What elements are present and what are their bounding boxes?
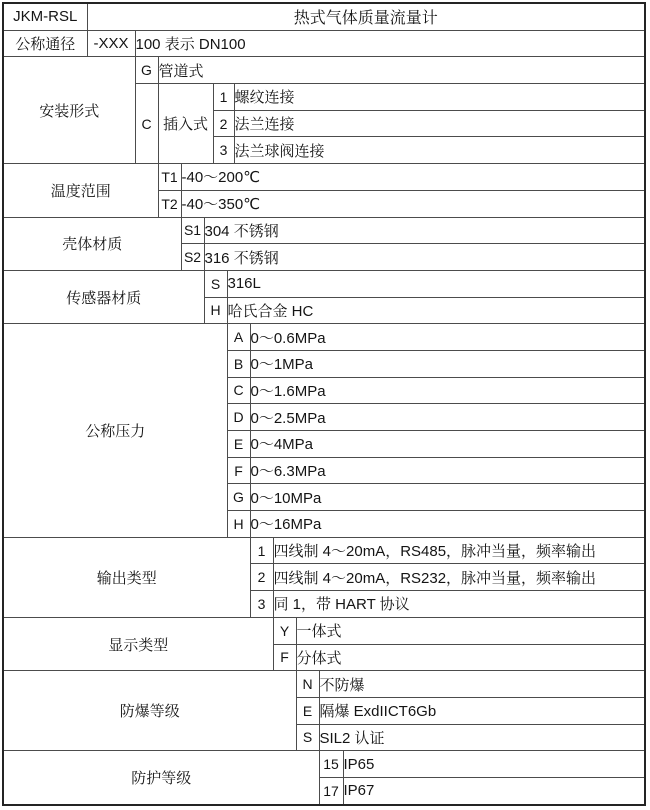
option-value: 插入式 (158, 84, 213, 164)
option-value: 法兰球阀连接 (234, 137, 645, 164)
option-value: 0～0.6MPa (250, 324, 645, 351)
option-code: 1 (250, 537, 273, 564)
table-row (3, 537, 645, 564)
table-row (3, 751, 645, 778)
diameter-code: -XXX (87, 30, 135, 57)
option-code: S (204, 270, 227, 297)
option-code: 3 (250, 591, 273, 618)
option-value: 四线制 4～20mA，RS232，脉冲当量，频率输出 (273, 564, 645, 591)
table-row (3, 617, 645, 644)
option-value: 同 1，带 HART 协议 (273, 591, 645, 618)
option-value: 哈氏合金 HC (227, 297, 645, 324)
option-value: 隔爆 ExdIICT6Gb (319, 697, 645, 724)
option-value: 分体式 (296, 644, 645, 671)
table-row (3, 270, 645, 297)
option-code: F (273, 644, 296, 671)
option-value: 0～10MPa (250, 484, 645, 511)
table-row (3, 3, 645, 30)
page-title: 热式气体质量流量计 (87, 3, 645, 30)
option-code: T1 (158, 164, 181, 191)
section-label-sensor: 传感器材质 (3, 270, 204, 323)
option-value: 0～6.3MPa (250, 457, 645, 484)
table-row (3, 30, 645, 57)
option-code: G (227, 484, 250, 511)
option-code: C (135, 84, 158, 164)
option-code: E (296, 697, 319, 724)
option-code: 3 (213, 137, 234, 164)
table-row (3, 217, 645, 244)
option-value: 管道式 (158, 57, 645, 84)
section-label-install: 安装形式 (3, 57, 135, 164)
option-value: 不防爆 (319, 671, 645, 698)
option-code: C (227, 377, 250, 404)
option-value: -40～200℃ (181, 164, 645, 191)
option-value: 0～2.5MPa (250, 404, 645, 431)
option-code: 2 (213, 110, 234, 137)
section-label-pressure: 公称压力 (3, 324, 227, 538)
table-row (3, 671, 645, 698)
option-code: H (227, 511, 250, 538)
option-code: 1 (213, 84, 234, 111)
table-row (3, 164, 645, 191)
option-code: S2 (181, 244, 204, 271)
model-selection-table (2, 2, 646, 806)
section-label-output: 输出类型 (3, 537, 250, 617)
option-value: 316 不锈钢 (204, 244, 645, 271)
option-value: 法兰连接 (234, 110, 645, 137)
option-value: -40～350℃ (181, 190, 645, 217)
table-row (3, 324, 645, 351)
option-code: F (227, 457, 250, 484)
option-code: Y (273, 617, 296, 644)
option-value: 316L (227, 270, 645, 297)
section-label-protection: 防护等级 (3, 751, 319, 805)
option-code: T2 (158, 190, 181, 217)
option-code: D (227, 404, 250, 431)
option-value: IP65 (343, 751, 645, 778)
option-value: 0～1MPa (250, 350, 645, 377)
option-code: H (204, 297, 227, 324)
option-code: E (227, 431, 250, 458)
option-value: 304 不锈钢 (204, 217, 645, 244)
option-code: S1 (181, 217, 204, 244)
option-value: 螺纹连接 (234, 84, 645, 111)
option-code: 2 (250, 564, 273, 591)
section-label-housing: 壳体材质 (3, 217, 181, 270)
option-code: S (296, 724, 319, 751)
section-label-explosion: 防爆等级 (3, 671, 296, 751)
section-label-diameter: 公称通径 (3, 30, 87, 57)
option-value: 0～4MPa (250, 431, 645, 458)
option-code: B (227, 350, 250, 377)
diameter-desc: 100 表示 DN100 (135, 30, 645, 57)
option-value: 一体式 (296, 617, 645, 644)
option-value: IP67 (343, 777, 645, 804)
option-value: 0～16MPa (250, 511, 645, 538)
option-code: G (135, 57, 158, 84)
option-code: A (227, 324, 250, 351)
section-label-temperature: 温度范围 (3, 164, 158, 217)
option-code: 17 (319, 777, 343, 804)
table-row (3, 57, 645, 84)
option-value: 四线制 4～20mA，RS485，脉冲当量，频率输出 (273, 537, 645, 564)
option-code: N (296, 671, 319, 698)
section-label-display: 显示类型 (3, 617, 273, 670)
model-code: JKM-RSL (3, 3, 87, 30)
option-code: 15 (319, 751, 343, 778)
option-value: SIL2 认证 (319, 724, 645, 751)
option-value: 0～1.6MPa (250, 377, 645, 404)
